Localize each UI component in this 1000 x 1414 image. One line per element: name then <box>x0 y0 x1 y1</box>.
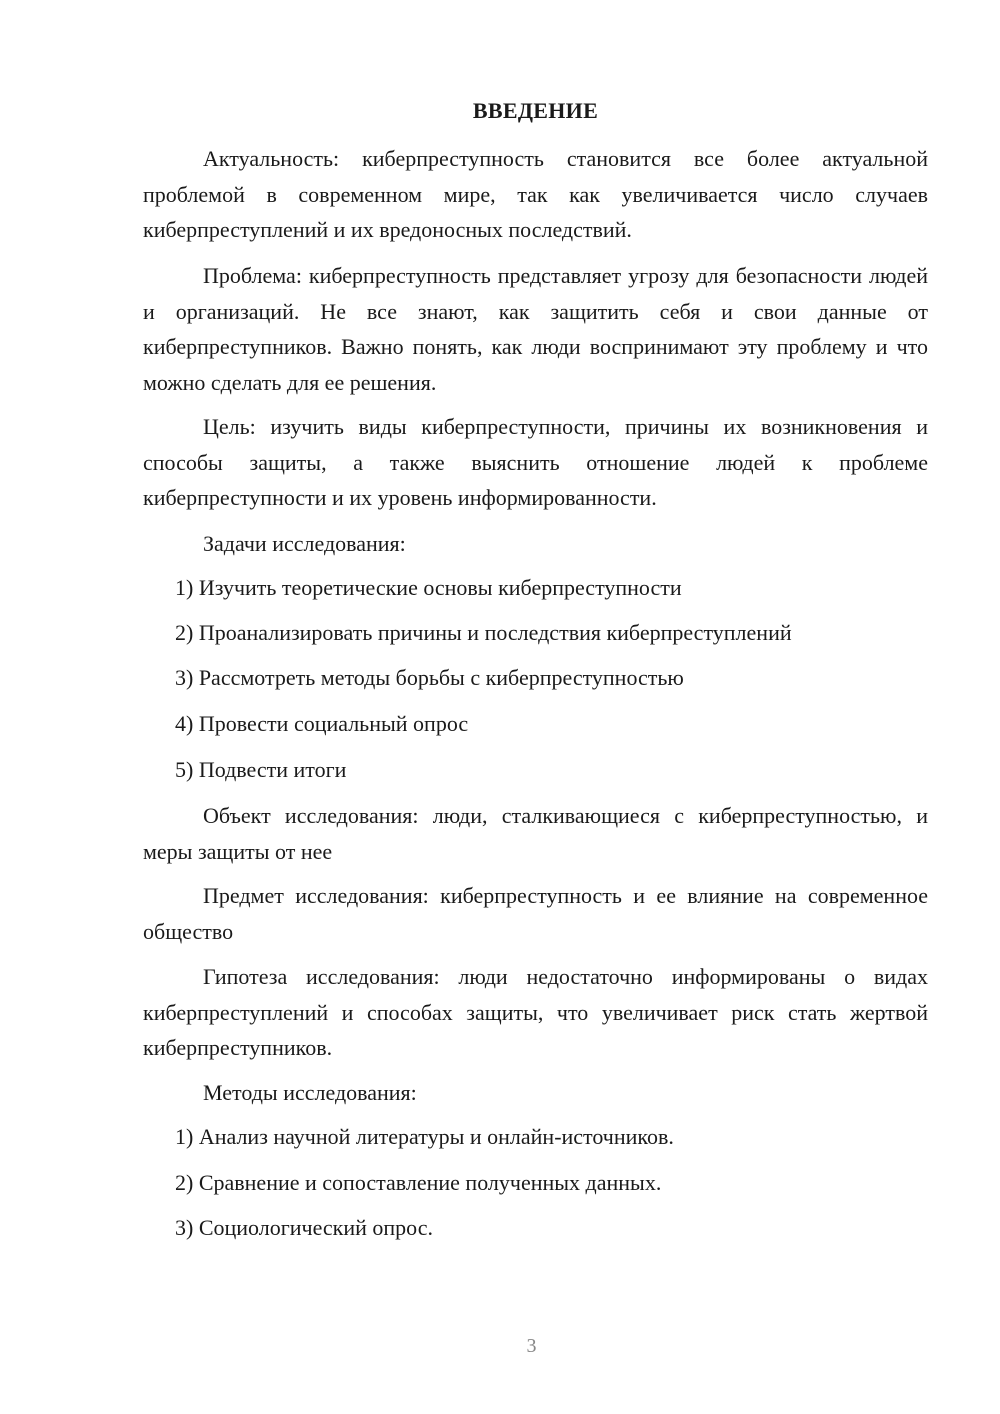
method-item: 1) Анализ научной литературы и онлайн-источников. <box>175 1124 674 1149</box>
task-item: 1) Изучить теоретические основы киберпреступности <box>175 575 682 600</box>
problem-paragraph: Проблема: киберпреступность представляет угрозу для безопасности людей и организаций. Не все знают, как защитить себя и свои данные от киберпреступников. Важно понять, как люди воспринимают эту проблему и что можно сделать для ее решения. <box>143 263 928 395</box>
methods-heading: Методы исследования: <box>203 1080 417 1105</box>
tasks-heading: Задачи исследования: <box>203 531 406 556</box>
subject-paragraph: Предмет исследования: киберпреступность и ее влияние на современное общество <box>143 883 928 944</box>
goal-paragraph: Цель: изучить виды киберпреступности, причины их возникновения и способы защиты, а также выяснить отношение людей к проблеме киберпреступности и их уровень информированности. <box>143 414 928 510</box>
object-paragraph: Объект исследования: люди, сталкивающиеся с киберпреступностью, и меры защиты от нее <box>143 803 928 864</box>
task-item: 3) Рассмотреть методы борьбы с киберпреступностью <box>175 665 684 690</box>
task-item: 5) Подвести итоги <box>175 757 347 782</box>
page-title: ВВЕДЕНИЕ <box>472 98 599 123</box>
task-item: 4) Провести социальный опрос <box>175 711 469 736</box>
method-item: 3) Социологический опрос. <box>175 1215 433 1240</box>
task-item: 2) Проанализировать причины и последствия киберпреступлений <box>175 620 792 645</box>
method-item: 2) Сравнение и сопоставление полученных данных. <box>175 1170 662 1195</box>
hypothesis-paragraph: Гипотеза исследования: люди недостаточно информированы о видах киберпреступлений и способах защиты, что увеличивает риск стать жертвой киберпреступников. <box>143 964 928 1060</box>
relevance-paragraph: Актуальность: киберпреступность становится все более актуальной проблемой в современном мире, так как увеличивается число случаев киберпреступлений и их вредоносных последствий. <box>143 146 928 242</box>
page-number: 3 <box>526 1335 537 1357</box>
document-page <box>143 0 928 1414</box>
